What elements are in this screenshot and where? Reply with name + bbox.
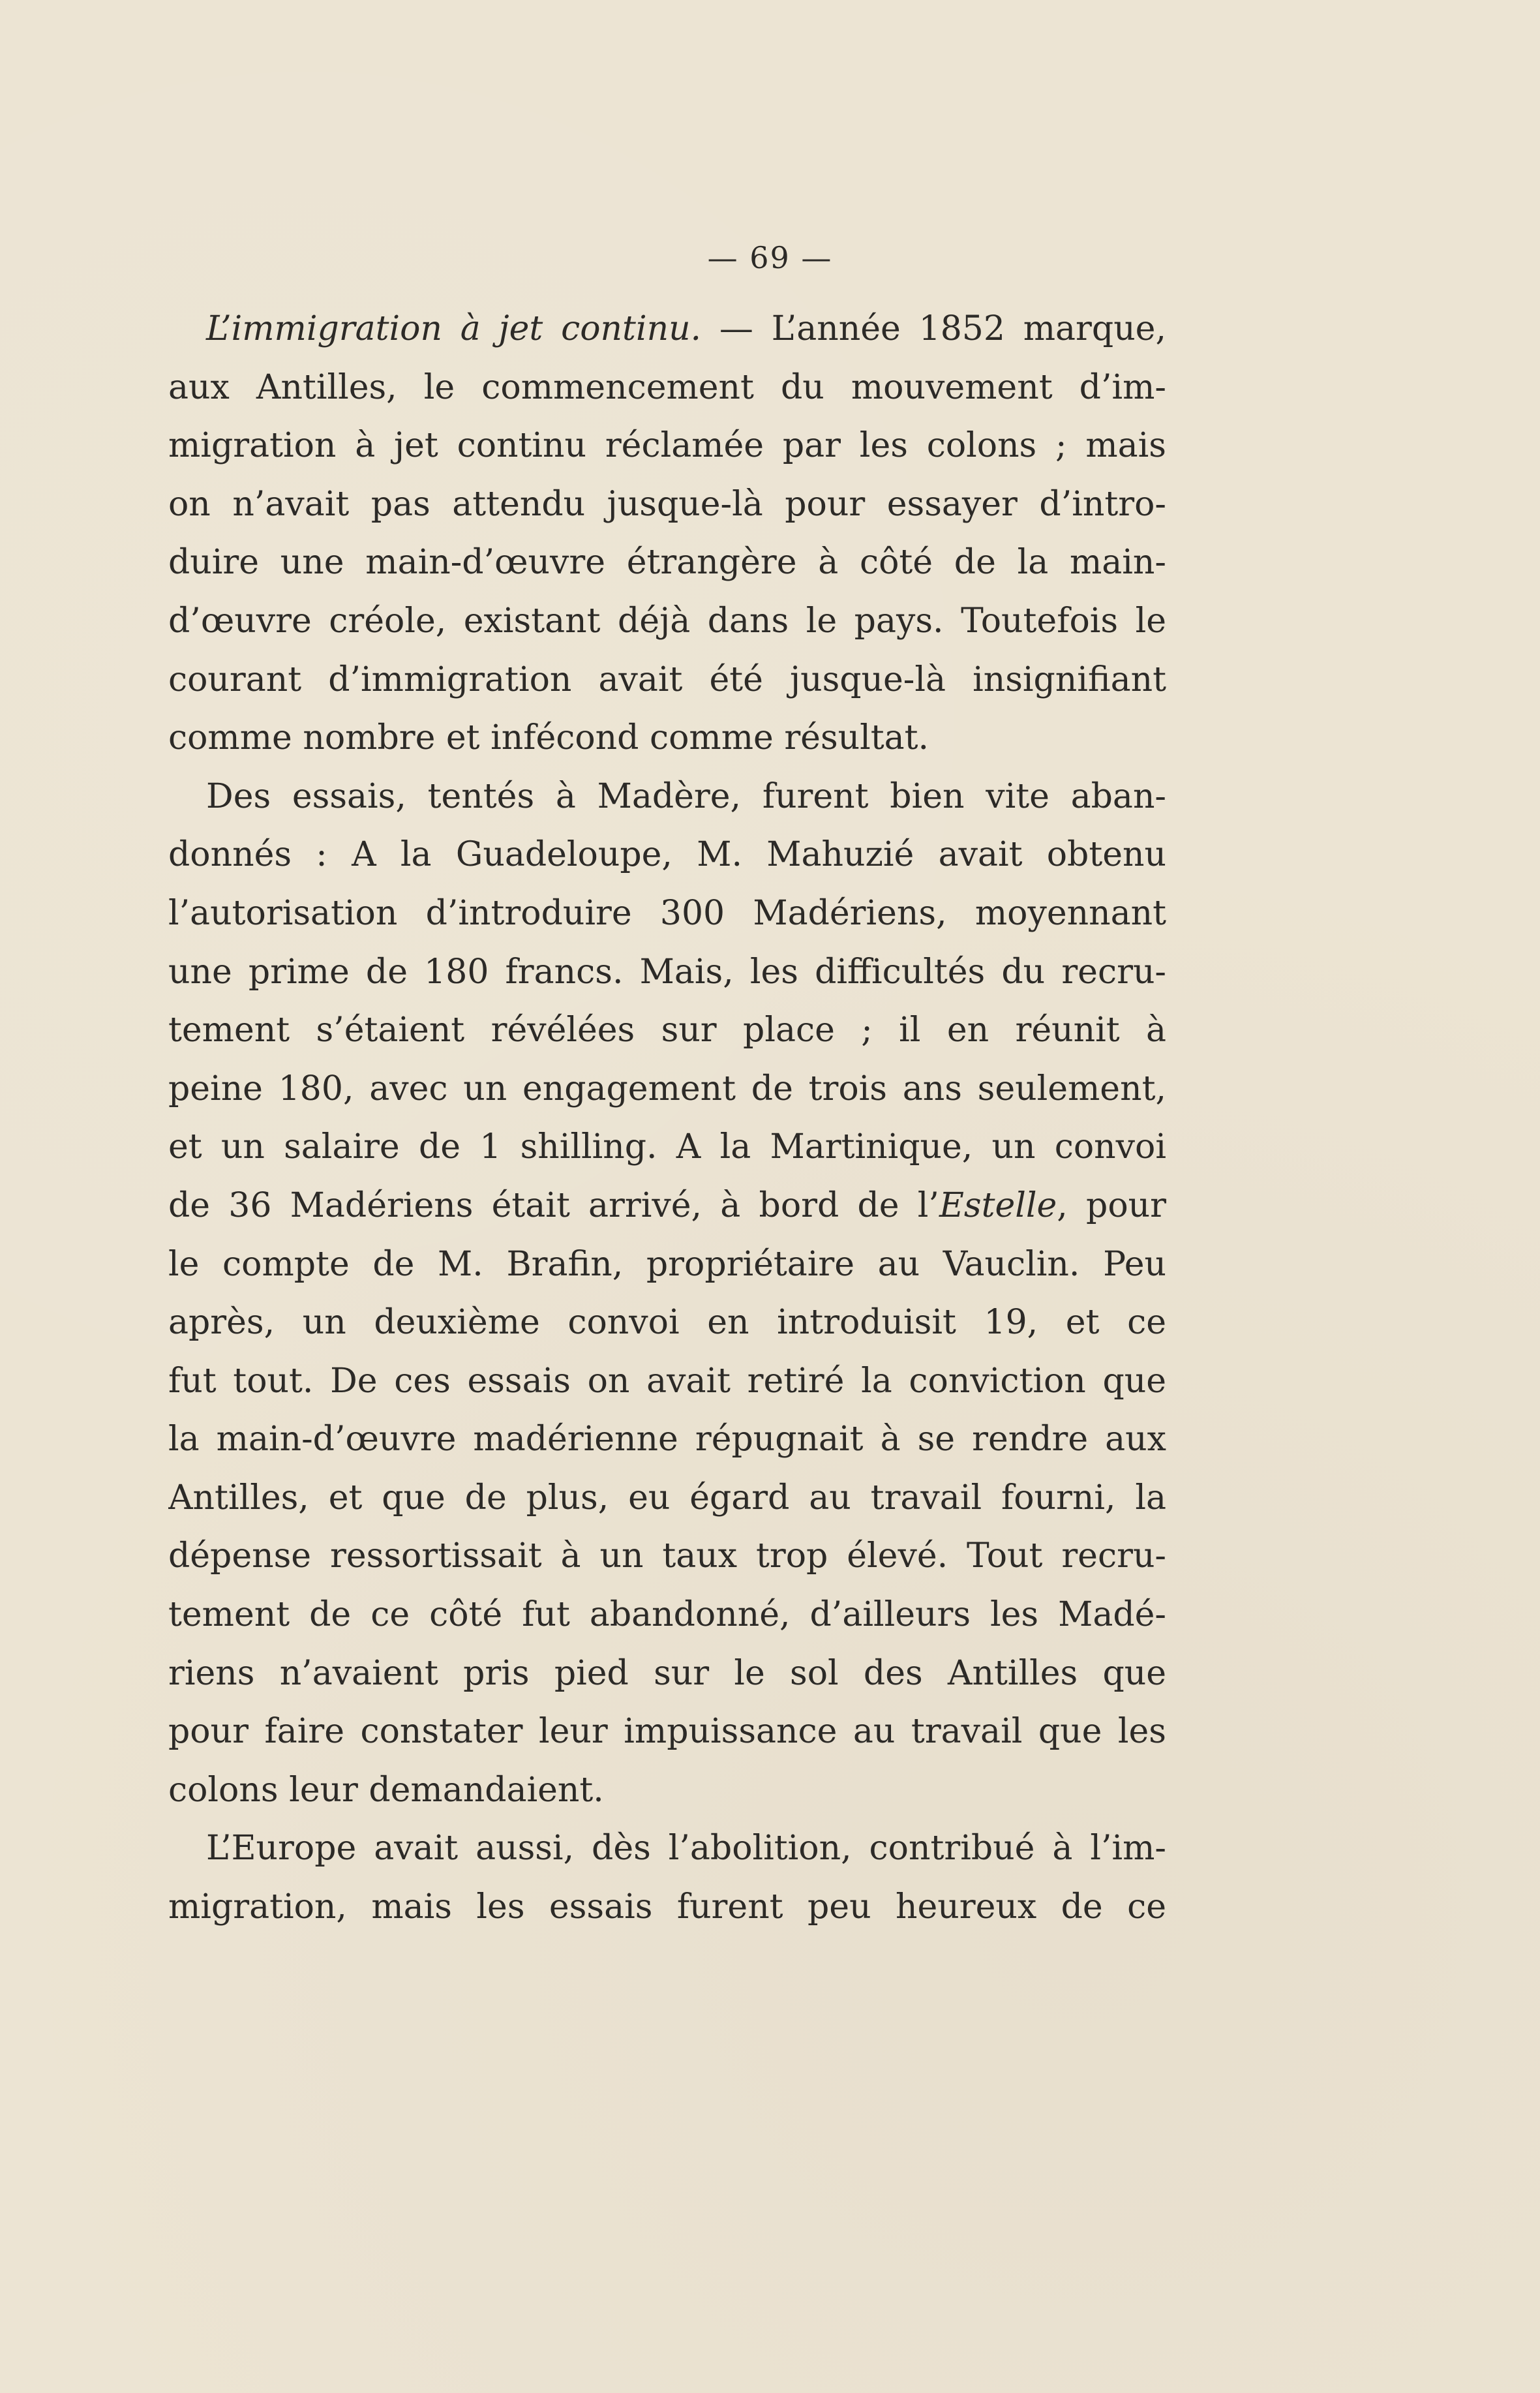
text-line: dépense ressortissait à un taux trop élevé. Tout recru-: [168, 1536, 1166, 1576]
text-line: riens n’avaient pris pied sur le sol des Antilles que: [168, 1653, 1166, 1693]
text-line: [168, 300, 1166, 359]
text-line: la main-d’œuvre madérienne répugnait à se rendre aux: [168, 1420, 1166, 1459]
text-line: après, un deuxième convoi en introduisit 19, et ce: [168, 1303, 1166, 1343]
text-fragment: — L’année 1852 marque,: [701, 309, 1166, 348]
text-line: pour faire constater leur impuissance au travail que les: [168, 1712, 1166, 1752]
text-line: tement s’étaient révélées sur place ; il en réunit à: [168, 1011, 1166, 1050]
text-line: aux Antilles, le commencement du mouvement d’im-: [168, 367, 1166, 407]
text-line: l’autorisation d’introduire 300 Madériens, moyennant: [168, 893, 1166, 933]
text-fragment: , pour: [1057, 1185, 1166, 1225]
text-line: on n’avait pas attendu jusque-là pour essayer d’intro-: [168, 484, 1166, 524]
text-line: peine 180, avec un engagement de trois ans seulement,: [168, 1069, 1166, 1108]
page-number: — 69 —: [707, 240, 833, 275]
section-heading: L’immigration à jet continu.: [206, 309, 702, 348]
text-line: d’œuvre créole, existant déjà dans le pays. Toutefois le: [168, 601, 1166, 641]
text-line: courant d’immigration avait été jusque-là insignifiant: [168, 660, 1166, 699]
text-line: duire une main-d’œuvre étrangère à côté de la main-: [168, 543, 1166, 583]
text-line: et un salaire de 1 shilling. A la Martinique, un convoi: [168, 1127, 1166, 1167]
text-line: fut tout. De ces essais on avait retiré la conviction que: [168, 1361, 1166, 1401]
text-fragment: de 36 Madériens était arrivé, à bord de l’: [168, 1185, 939, 1225]
text-line: Des essais, tentés à Madère, furent bien vite aban-: [206, 776, 1166, 816]
text-line: Antilles, et que de plus, eu égard au travail fourni, la: [168, 1478, 1166, 1517]
text-line: comme nombre et infécond comme résultat.: [168, 718, 929, 758]
text-line: migration, mais les essais furent peu heureux de ce: [168, 1887, 1166, 1927]
body-text: [168, 300, 1166, 1937]
text-line: une prime de 180 francs. Mais, les difficultés du recru-: [168, 952, 1166, 992]
text-line: [168, 1177, 1166, 1236]
text-line: donnés : A la Guadeloupe, M. Mahuzié avait obtenu: [168, 835, 1166, 875]
text-line: tement de ce côté fut abandonné, d’ailleurs les Madé-: [168, 1595, 1166, 1635]
text-line: le compte de M. Brafin, propriétaire au Vauclin. Peu: [168, 1244, 1166, 1284]
text-line: L’Europe avait aussi, dès l’abolition, contribué à l’im-: [206, 1829, 1166, 1868]
text-line: colons leur demandaient.: [168, 1770, 604, 1810]
text-line: migration à jet continu réclamée par les colons ; mais: [168, 426, 1166, 466]
ship-name: Estelle: [939, 1185, 1057, 1225]
